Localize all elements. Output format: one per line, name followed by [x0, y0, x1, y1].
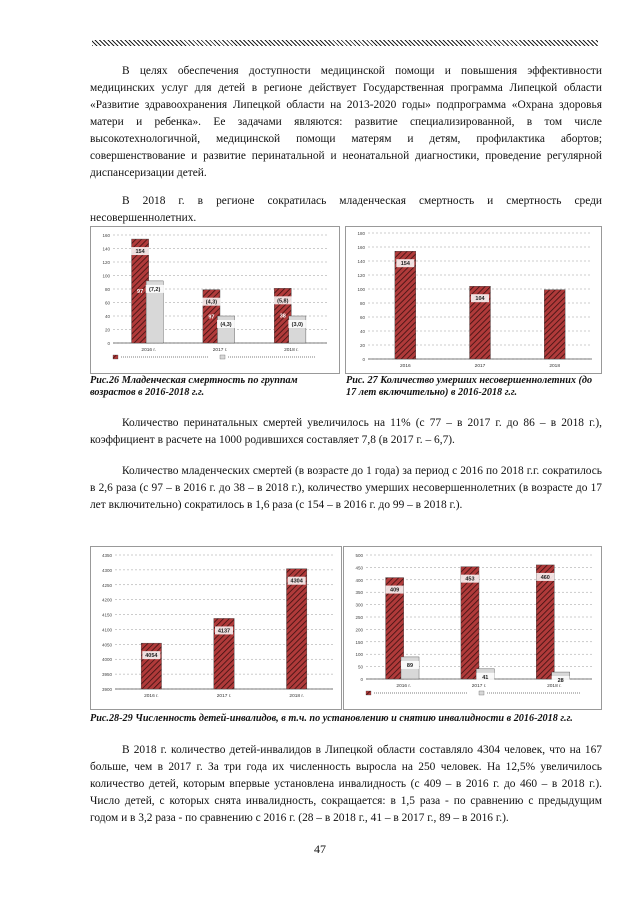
- y-tick-label: 4350: [101, 553, 112, 558]
- y-tick-label: 250: [355, 615, 363, 620]
- inner-data-label: 38: [279, 313, 286, 320]
- y-tick-label: 4000: [101, 657, 112, 663]
- y-tick-label: 40: [359, 329, 365, 334]
- data-label: 453: [465, 576, 475, 583]
- x-tick-label: 2018 г.: [284, 348, 299, 353]
- data-label: 4054: [145, 653, 158, 660]
- paragraph-3: Количество перинатальных смертей увеличилось на 11% (с 77 – в 2017 г. до 86 – в 2018 г.), коэффициент в расчете на 1000 родившихся составляет 7,8 (в 2017 г. – 6,7).: [90, 417, 602, 446]
- y-tick-label: 60: [104, 300, 110, 306]
- x-tick-label: 2017 г.: [212, 348, 228, 353]
- bar-fig27-s0-0: [395, 251, 416, 359]
- y-tick-label: 4200: [101, 597, 112, 603]
- y-tick-label: 350: [355, 590, 363, 596]
- y-tick-label: 400: [355, 577, 363, 583]
- y-tick-label: 150: [355, 639, 363, 645]
- y-tick-label: 60: [359, 315, 365, 320]
- y-tick-label: 4300: [101, 567, 112, 573]
- data-label: 154: [135, 249, 145, 256]
- y-tick-label: 500: [355, 553, 363, 558]
- y-tick-label: 4150: [101, 612, 112, 618]
- data-label: 154: [400, 261, 410, 268]
- page-number: 47: [314, 842, 326, 856]
- y-tick-label: 3950: [101, 672, 112, 678]
- y-tick-label: 80: [359, 301, 365, 306]
- y-tick-label: 0: [360, 677, 363, 682]
- data-label: (4,3): [220, 322, 232, 328]
- inner-data-label: 97: [208, 314, 215, 321]
- bar-fig28-s0-0: [141, 643, 161, 689]
- paragraph-4: Количество младенческих смертей (в возрасте до 1 года) за период с 2016 по 2018 г.г. сократилось в 2,6 раза (с 97 – в 2016 г. до 38 – в 2018 г.), количество умерших несовершеннолетних (в возрасте до 17 лет включительно) сократилось в 1,6 раза (с 154 – в 2016 г. до 99 – в 2018 г.).: [90, 465, 602, 511]
- x-tick-label: 2018: [549, 364, 561, 369]
- y-tick-label: 50: [357, 664, 363, 670]
- x-tick-label: 2016: [399, 364, 411, 369]
- data-label: 89: [406, 662, 414, 669]
- legend-swatch: [220, 355, 225, 359]
- data-label: 104: [475, 296, 485, 303]
- y-tick-label: 20: [104, 327, 110, 333]
- paragraph-1: В целях обеспечения доступности медицинской помощи и повышения эффективности медицинских услуг для детей в регионе действует Государственная программа Липецкой области «Развитие здравоохранения Липецкой области на 2013-2020 годы» подпрограмма «Охрана здоровья матери и ребенка». Ее задачами являются: развитие специализированной, в том числе высокотехнологичной, медицинской помощи матерям и детям, профилактика абортов; совершенствование и развитие перинатальной и неонатальной диагностики, проведение регулярной диспансеризации детей.: [90, 65, 602, 179]
- y-tick-label: 160: [102, 233, 110, 238]
- y-tick-label: 140: [357, 259, 365, 264]
- legend-swatch: [113, 355, 118, 359]
- y-tick-label: 140: [102, 246, 110, 252]
- data-label: 460: [540, 574, 550, 581]
- x-tick-label: 2018 г.: [289, 694, 304, 699]
- y-tick-label: 20: [359, 343, 365, 348]
- data-label: 4304: [290, 578, 303, 585]
- data-label: 4137: [217, 628, 231, 635]
- y-tick-label: 80: [104, 287, 110, 292]
- y-tick-label: 4250: [101, 582, 112, 588]
- y-tick-label: 100: [357, 287, 365, 292]
- x-tick-label: 2018 г.: [547, 684, 562, 689]
- y-tick-label: 40: [104, 314, 110, 319]
- legend-swatch: [366, 691, 371, 695]
- data-label: 28: [557, 678, 564, 685]
- paragraph-2: В 2018 г. в регионе сократилась младенческая смертность и смертность среди несовершеннолетних.: [90, 195, 602, 224]
- data-label: (4,3): [205, 299, 218, 306]
- x-tick-label: 2016 г.: [396, 684, 411, 689]
- y-tick-label: 120: [102, 260, 110, 265]
- chart-fig27: [345, 226, 602, 374]
- y-tick-label: 160: [357, 245, 365, 250]
- data-label: 41: [482, 674, 489, 681]
- data-label: (3,0): [291, 322, 303, 328]
- y-tick-label: 180: [357, 231, 365, 236]
- caption-fig26: Рис.26 Младенческая смертность по группам возрастов в 2016-2018 г.г.: [90, 375, 298, 398]
- data-label: (7,2): [149, 286, 161, 293]
- y-tick-label: 3900: [101, 687, 112, 692]
- bar-fig27-s0-2: [544, 290, 565, 359]
- caption-fig28-29: Рис.28-29 Численность детей-инвалидов, в т.ч. по установлению и снятию инвалидности в 2016-2018 г.г.: [90, 713, 573, 724]
- data-label: 409: [390, 587, 400, 594]
- chart-fig26: [90, 226, 340, 374]
- y-tick-label: 0: [107, 341, 110, 346]
- y-tick-label: 300: [355, 602, 363, 608]
- x-tick-label: 2017 г.: [216, 694, 232, 699]
- bar-fig28-s0-2: [286, 569, 306, 689]
- x-tick-label: 2016 г.: [141, 348, 156, 353]
- header-rule: [92, 40, 598, 46]
- x-tick-label: 2016 г.: [144, 694, 159, 699]
- legend-swatch: [479, 691, 484, 695]
- y-tick-label: 120: [357, 273, 365, 278]
- y-tick-label: 100: [355, 652, 363, 658]
- bar-fig29-s0-2: [536, 565, 554, 679]
- y-tick-label: 4100: [101, 627, 112, 633]
- bar-fig29-s0-1: [461, 567, 479, 679]
- inner-data-label: 97: [137, 289, 144, 296]
- y-tick-label: 0: [362, 357, 365, 362]
- chart-fig29: [343, 546, 602, 710]
- y-tick-label: 450: [355, 565, 363, 571]
- y-tick-label: 200: [355, 627, 363, 633]
- x-tick-label: 2017 г.: [471, 684, 487, 689]
- caption-fig27: Рис. 27 Количество умерших несовершеннолетних (до 17 лет включительно) в 2016-2018 г.г.: [346, 375, 593, 398]
- data-label: (5,8): [277, 298, 289, 305]
- paragraph-5: В 2018 г. количество детей-инвалидов в Липецкой области составляло 4304 человек, что на 167 больше, чем в 2017 г. За три года их численность выросла на 250 человек. На 12,5% увеличилось количество детей, которым впервые установлена инвалидность (с 409 – в 2016 г. до 460 – в 2018 г.). Число детей, с которых снята инвалидность, сокращается: в 1,5 раза - по сравнению с предыдущим годом и в 3,2 раза - по сравнению с 2016 г. (28 – в 2018 г., 41 – в 2017 г., 89 – в 2016 г.).: [90, 744, 602, 824]
- chart-fig28: [90, 546, 342, 710]
- y-tick-label: 4050: [101, 642, 112, 648]
- x-tick-label: 2017: [474, 364, 486, 369]
- y-tick-label: 100: [102, 273, 110, 279]
